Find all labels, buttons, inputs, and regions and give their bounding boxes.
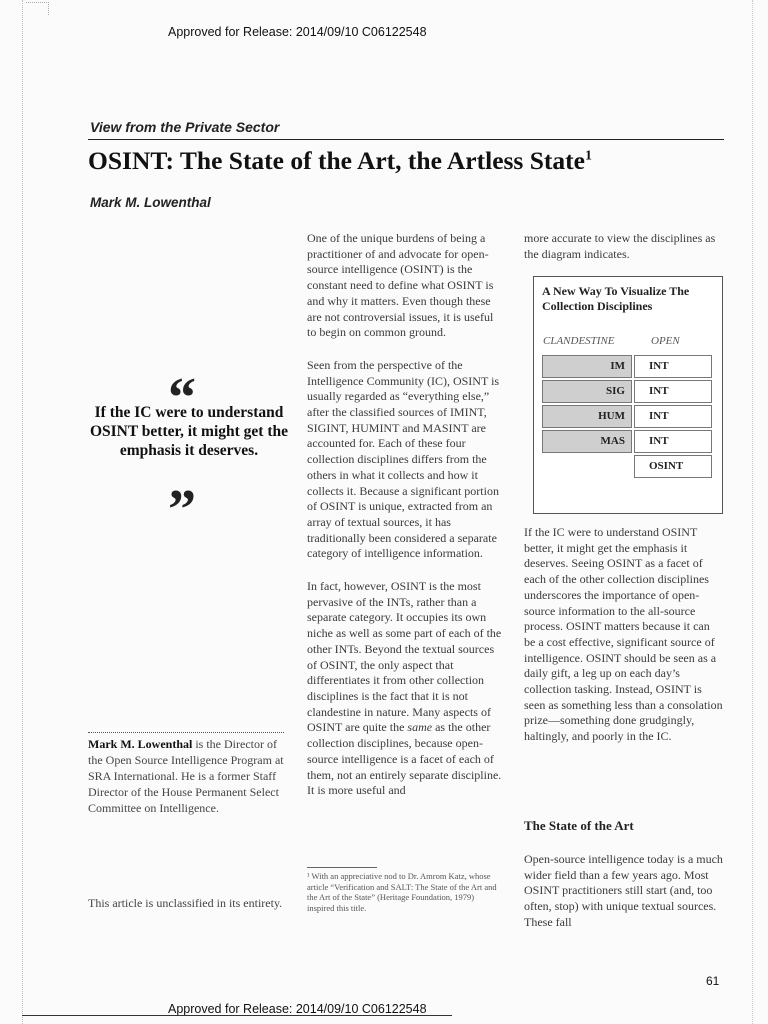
author-bio [88, 736, 293, 816]
close-quote-mark: ” [168, 479, 196, 541]
page-edge-left [22, 0, 24, 1024]
diagram-row [542, 430, 712, 453]
clandestine-cell: MAS [542, 430, 632, 453]
paragraph-4: more accurate to view the disciplines as the diagram indicates. [524, 231, 716, 261]
footnote-rule [307, 867, 377, 868]
body-column-3-top [524, 231, 724, 279]
classification-note: This article is unclassified in its entirety. [88, 896, 283, 910]
osint-cell: OSINT [634, 455, 712, 478]
diagram-row [542, 405, 712, 428]
body-column-3-middle [524, 525, 724, 762]
title-text: OSINT: The State of the Art, the Artless State [88, 146, 585, 175]
corner-mark [26, 2, 49, 15]
paragraph-6: Open-source intelligence today is a much wider field than a few years ago. Most OSINT practitioners still start (and, too often, stop) with unique textual sources. These fall [524, 852, 723, 929]
diagram-row [542, 380, 712, 403]
open-cell: INT [634, 430, 712, 453]
paragraph-3-start: In fact, however, OSINT is the most pervasive of the INTs, rather than a separate category. It occupies its own niche as well as some part of each of the other INTs. Beyond the textual sources of OSINT, the only aspect that differentiates it from other collection disciplines is the fact that it is not clandestine in nature. Many aspects of OSINT are quite the [307, 579, 502, 735]
bio-rule [88, 732, 284, 733]
paragraph-2: Seen from the perspective of the Intelligence Community (IC), OSINT is usually regarded as “everything else,” after the classified sources of IMINT, SIGINT, HUMINT and MASINT are accounted for. Each of these four collection disciplines differs from the others in what it collects and how it collects it. Because a significant portion of OSINT is unique, extracted from an array of textual sources, it has traditionally been considered a separate category of intelligence information. [307, 357, 500, 561]
article-author: Mark M. Lowenthal [90, 195, 211, 210]
paragraph-3-italic: same [407, 720, 433, 735]
title-footnote-mark: 1 [584, 148, 592, 164]
body-column-2 [307, 231, 503, 816]
paragraph-3 [307, 579, 503, 799]
collection-disciplines-diagram [533, 276, 723, 514]
subheading: The State of the Art [524, 818, 634, 833]
clandestine-cell: HUM [542, 405, 632, 428]
diagram-label-clandestine: CLANDESTINE [543, 335, 615, 347]
release-stamp-bottom: Approved for Release: 2014/09/10 C06122548 [168, 1002, 427, 1016]
bio-text: is the Director of the Open Source Intelligence Program at SRA International. He is a former Staff Director of the House Permanent Select Committee on Intelligence. [88, 737, 284, 815]
section-rule [88, 139, 724, 140]
diagram-row [542, 355, 712, 378]
section-label: View from the Private Sector [90, 119, 280, 135]
diagram-row [542, 455, 712, 478]
open-cell: INT [634, 405, 712, 428]
page-number: 61 [706, 974, 720, 988]
bio-name: Mark M. Lowenthal [88, 737, 193, 751]
diagram-label-open: OPEN [651, 335, 680, 347]
release-stamp-top: Approved for Release: 2014/09/10 C06122548 [168, 25, 427, 39]
article-title [88, 146, 592, 176]
open-cell: INT [634, 355, 712, 378]
pull-quote: If the IC were to understand OSINT better, it might get the emphasis it deserves. [89, 404, 289, 459]
paragraph-3-end: as the other collection disciplines, because open-source intelligence is a facet of each of them, not an entirely separate discipline. It is more useful and [307, 720, 502, 798]
open-cell: INT [634, 380, 712, 403]
clandestine-cell: SIG [542, 380, 632, 403]
paragraph-1: One of the unique burdens of being a practitioner of and advocate for open-source intelligence (OSINT) is the constant need to define what OSINT is and why it matters. Even though these are not controversial issues, it is useful to begin on common ground. [307, 231, 494, 340]
diagram-title: A New Way To Visualize The Collection Disciplines [542, 284, 690, 313]
open-quote-mark: “ [168, 367, 196, 429]
body-column-3-bottom [524, 852, 724, 948]
clandestine-cell: IM [542, 355, 632, 378]
page-edge-right [752, 0, 754, 1024]
footnote: ¹ With an appreciative nod to Dr. Amrom Katz, whose article “Verification and SALT: The State of the Art and the Art of the State” (Heritage Foundation, 1979) inspired this title. [307, 871, 497, 913]
release-bottom-line [22, 1015, 452, 1016]
paragraph-5: If the IC were to understand OSINT better, it might get the emphasis it deserves. Seeing OSINT as a facet of each of the other collection disciplines underscores the importance of open-source information to the all-source process. OSINT matters because it can be a cost effective, significant source of intelligence. OSINT should be seen as a daily gift, a leg up on each day’s collection tasking. Instead, OSINT is seen as something less than a consolation prize—something done grudgingly, haltingly, and poorly in the IC. [524, 525, 723, 744]
